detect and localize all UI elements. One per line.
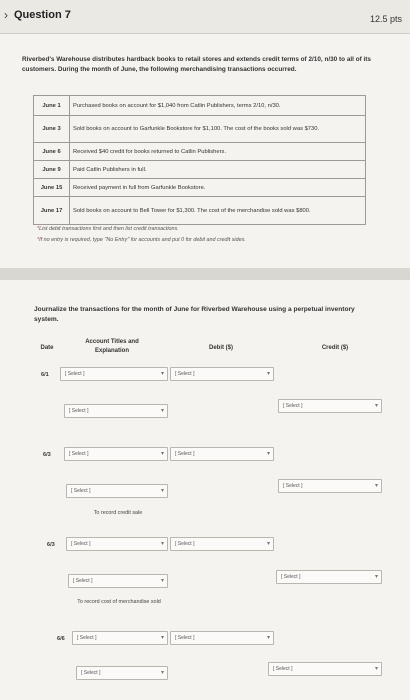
table-row	[34, 179, 366, 197]
entry-date: 6/6	[57, 636, 65, 642]
table-row	[34, 197, 366, 225]
chevron-right-icon[interactable]: ›	[4, 8, 8, 22]
transaction-date: June 3	[34, 116, 70, 143]
chevron-down-icon: ▾	[160, 670, 164, 676]
transaction-date: June 17	[34, 197, 70, 225]
chevron-down-icon: ▾	[160, 488, 164, 494]
chevron-down-icon: ▾	[266, 371, 270, 377]
chevron-down-icon: ▾	[160, 635, 164, 641]
transaction-text: Sold books on account to Garfunkle Bookstore for $1,100. The cost of the books sold was $730.	[70, 116, 366, 143]
entry-date: 6/3	[47, 542, 55, 548]
journal-card	[0, 280, 410, 700]
instruction-note: *If no entry is required, type "No Entry" for accounts and put 0 for debit and credit sides.	[37, 237, 246, 243]
chevron-down-icon: ▾	[266, 635, 270, 641]
transaction-text: Sold books on account to Bell Tower for $1,300. The cost of the merchandise sold was $800.	[70, 197, 366, 225]
transactions-table	[33, 95, 366, 225]
credit-select[interactable]: [ Select ] ▾	[268, 662, 382, 676]
account-select[interactable]: [ Select ] ▾	[66, 537, 168, 551]
journal-instruction: Journalize the transactions for the month of June for Riverbed Warehouse using a perpetual inventory system.	[34, 306, 355, 323]
entry-explanation: To record cost of merchandise sold	[77, 599, 161, 605]
question-header	[0, 0, 410, 34]
problem-intro: Riverbed's Warehouse distributes hardback books to retail stores and extends credit terms of 2/10, n/30 to all of its customers. During the month of June, the following merchandising transactions occurred.	[22, 56, 371, 73]
credit-header: Credit ($)	[321, 345, 349, 351]
date-header: Date	[40, 345, 54, 351]
asterisk-icon: *	[37, 226, 40, 232]
table-row	[34, 116, 366, 143]
question-title: Question 7	[14, 9, 71, 21]
account-select[interactable]: [ Select ] ▾	[76, 666, 168, 680]
transaction-date: June 1	[34, 96, 70, 116]
debit-select[interactable]: [ Select ] ▾	[170, 537, 274, 551]
account-select[interactable]: [ Select ] ▾	[72, 631, 168, 645]
instruction-note: *List debit transactions first and then list credit transactions.	[37, 226, 179, 232]
transaction-date: June 15	[34, 179, 70, 197]
account-select[interactable]: [ Select ] ▾	[68, 574, 168, 588]
chevron-down-icon: ▾	[374, 483, 378, 489]
chevron-down-icon: ▾	[160, 541, 164, 547]
account-select[interactable]: [ Select ] ▾	[66, 484, 168, 498]
debit-select[interactable]: [ Select ] ▾	[170, 447, 274, 461]
transaction-text: Paid Catlin Publishers in full.	[70, 161, 366, 179]
chevron-down-icon: ▾	[160, 578, 164, 584]
transaction-text: Received $40 credit for books returned to Catlin Publishers.	[70, 143, 366, 161]
table-row	[34, 143, 366, 161]
entry-date: 6/3	[43, 452, 51, 458]
transaction-text: Purchased books on account for $1,040 from Catlin Publishers, terms 2/10, n/30.	[70, 96, 366, 116]
debit-header: Debit ($)	[209, 345, 233, 351]
debit-select[interactable]: [ Select ] ▾	[170, 631, 274, 645]
chevron-down-icon: ▾	[160, 408, 164, 414]
transaction-text: Received payment in full from Garfunkle Bookstore.	[70, 179, 366, 197]
account-select[interactable]: [ Select ] ▾	[64, 404, 168, 418]
table-row	[34, 96, 366, 116]
credit-select[interactable]: [ Select ] ▾	[278, 399, 382, 413]
asterisk-icon: *	[37, 237, 40, 243]
account-header: Account Titles and Explanation	[85, 339, 139, 354]
debit-select[interactable]: [ Select ] ▾	[170, 367, 274, 381]
chevron-down-icon: ▾	[374, 574, 378, 580]
chevron-down-icon: ▾	[160, 451, 164, 457]
chevron-down-icon: ▾	[374, 666, 378, 672]
chevron-down-icon: ▾	[266, 451, 270, 457]
table-row	[34, 161, 366, 179]
question-points: 12.5 pts	[369, 14, 402, 24]
entry-explanation: To record credit sale	[93, 510, 143, 516]
transaction-date: June 6	[34, 143, 70, 161]
chevron-down-icon: ▾	[374, 403, 378, 409]
credit-select[interactable]: [ Select ] ▾	[276, 570, 382, 584]
credit-select[interactable]: [ Select ] ▾	[278, 479, 382, 493]
entry-date: 6/1	[41, 372, 49, 378]
account-select[interactable]: [ Select ] ▾	[60, 367, 168, 381]
question-card	[0, 0, 410, 268]
transaction-date: June 9	[34, 161, 70, 179]
chevron-down-icon: ▾	[266, 541, 270, 547]
account-select[interactable]: [ Select ] ▾	[64, 447, 168, 461]
chevron-down-icon: ▾	[160, 371, 164, 377]
